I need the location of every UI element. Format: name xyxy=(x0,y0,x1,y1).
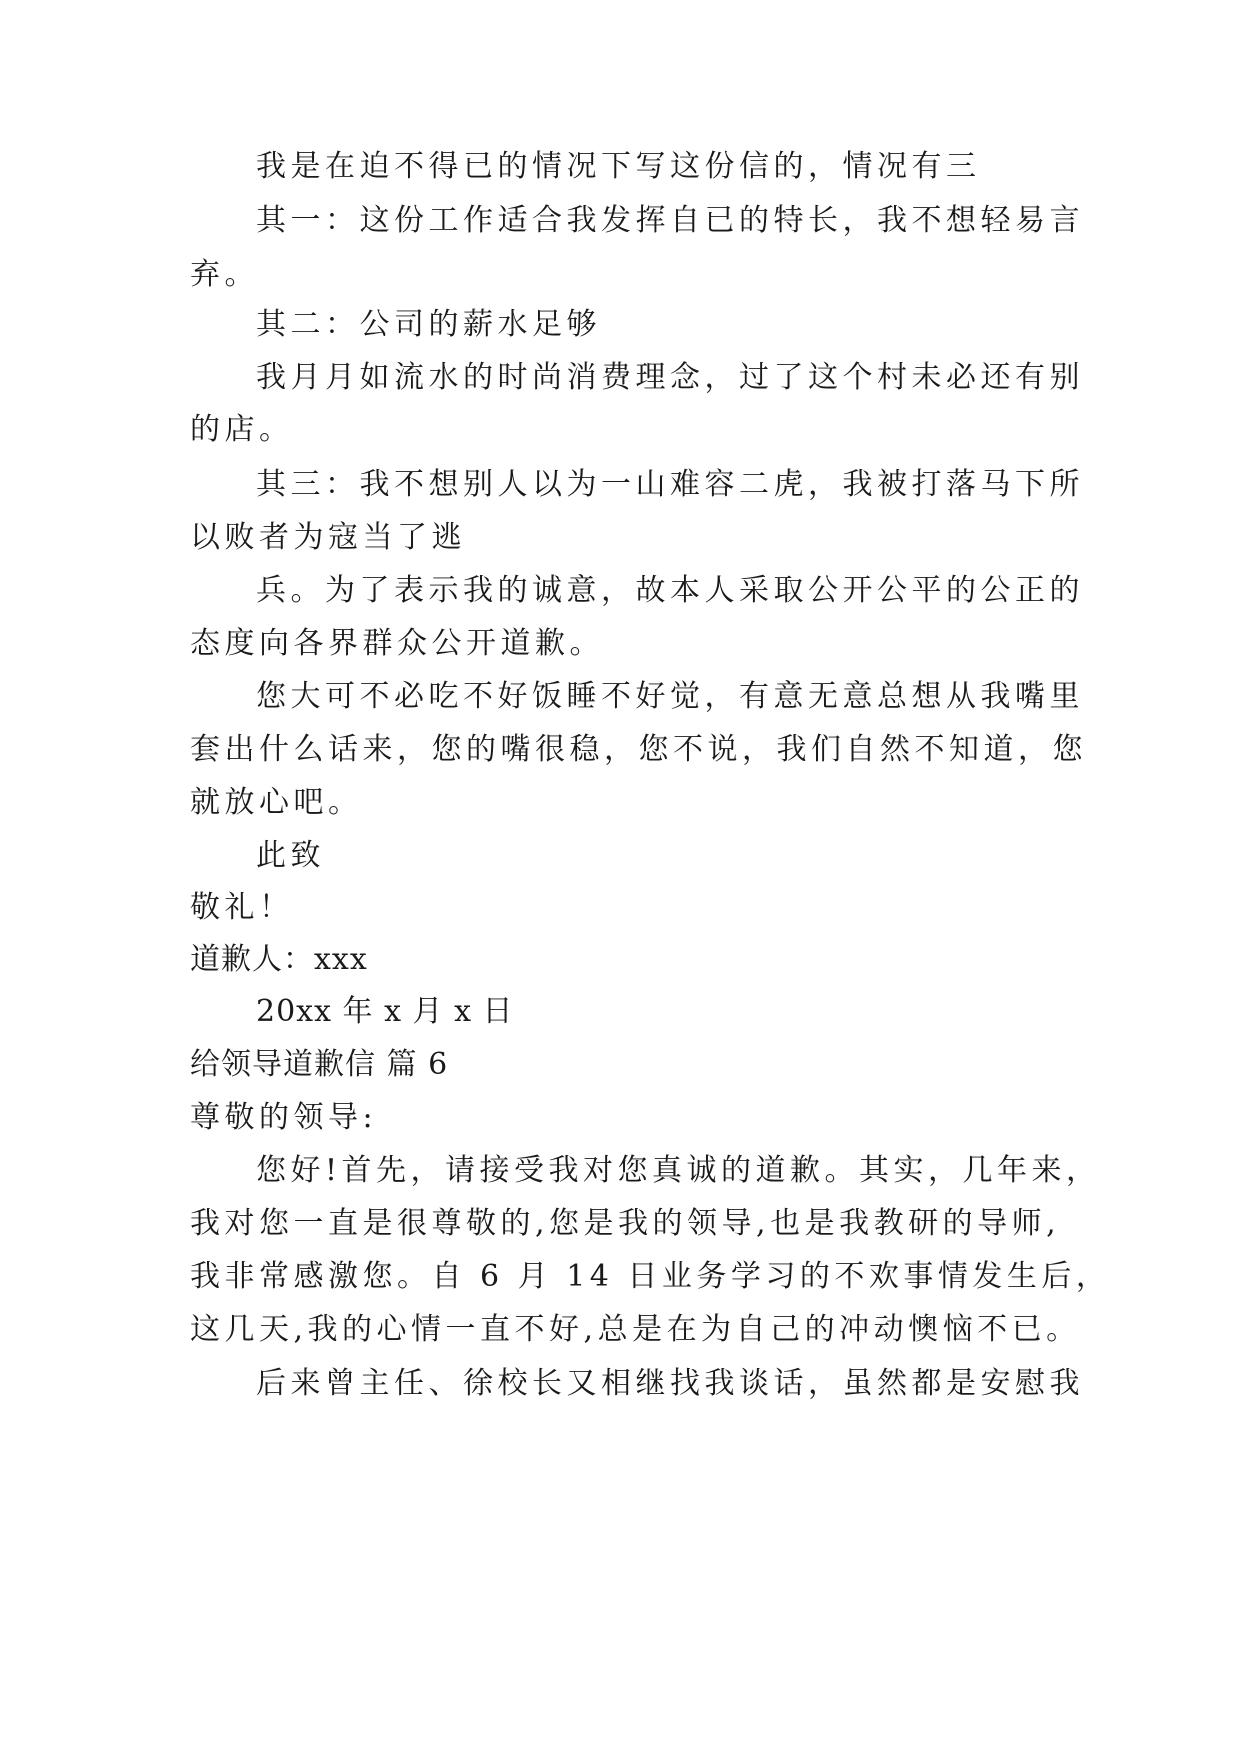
paragraph-line: 以败者为寇当了逃 xyxy=(190,520,466,555)
paragraph-line: 兵。为了表示我的诚意，故本人采取公开公平的公正的 xyxy=(256,573,1084,608)
paragraph-line: 我对您一直是很尊敬的,您是我的领导,也是我教研的导师, xyxy=(190,1206,1061,1241)
paragraph-line: 您好!首先，请接受我对您真诚的道歉。其实，几年来， xyxy=(256,1153,1101,1188)
section-heading: 给领导道歉信 篇 6 xyxy=(190,1047,449,1082)
closing-respect: 敬礼！ xyxy=(190,890,294,925)
paragraph-line: 您大可不必吃不好饭睡不好觉，有意无意总想从我嘴里 xyxy=(256,679,1084,714)
paragraph-line: 就放心吧。 xyxy=(190,785,363,820)
paragraph-line: 态度向各界群众公开道歉。 xyxy=(190,626,604,661)
paragraph-line: 其二：公司的薪水足够 xyxy=(256,307,601,342)
paragraph-line: 我非常感激您。自 6 月 14 日业务学习的不欢事情发生后， xyxy=(190,1259,1111,1294)
paragraph-line: 弃。 xyxy=(190,257,259,292)
paragraph-line: 后来曾主任、徐校长又相继找我谈话，虽然都是安慰我 xyxy=(256,1366,1084,1401)
paragraph-line: 我是在迫不得已的情况下写这份信的，情况有三 xyxy=(256,149,981,184)
paragraph-line: 其一：这份工作适合我发挥自已的特长，我不想轻易言 xyxy=(256,203,1084,238)
paragraph-line: 套出什么话来，您的嘴很稳，您不说，我们自然不知道，您 xyxy=(190,732,1087,767)
paragraph-line: 的店。 xyxy=(190,412,294,447)
greeting-line: 尊敬的领导: xyxy=(190,1100,378,1135)
paragraph-line: 我月月如流水的时尚消费理念，过了这个村未必还有别 xyxy=(256,360,1084,395)
signature-line: 道歉人：xxx xyxy=(190,942,368,977)
date-line: 20xx 年 x 月 x 日 xyxy=(256,994,514,1029)
paragraph-line: 其三：我不想别人以为一山难容二虎，我被打落马下所 xyxy=(256,467,1084,502)
paragraph-line: 这几天,我的心情一直不好,总是在为自己的冲动懊恼不已。 xyxy=(190,1312,1081,1347)
closing-salutation: 此致 xyxy=(256,838,325,873)
